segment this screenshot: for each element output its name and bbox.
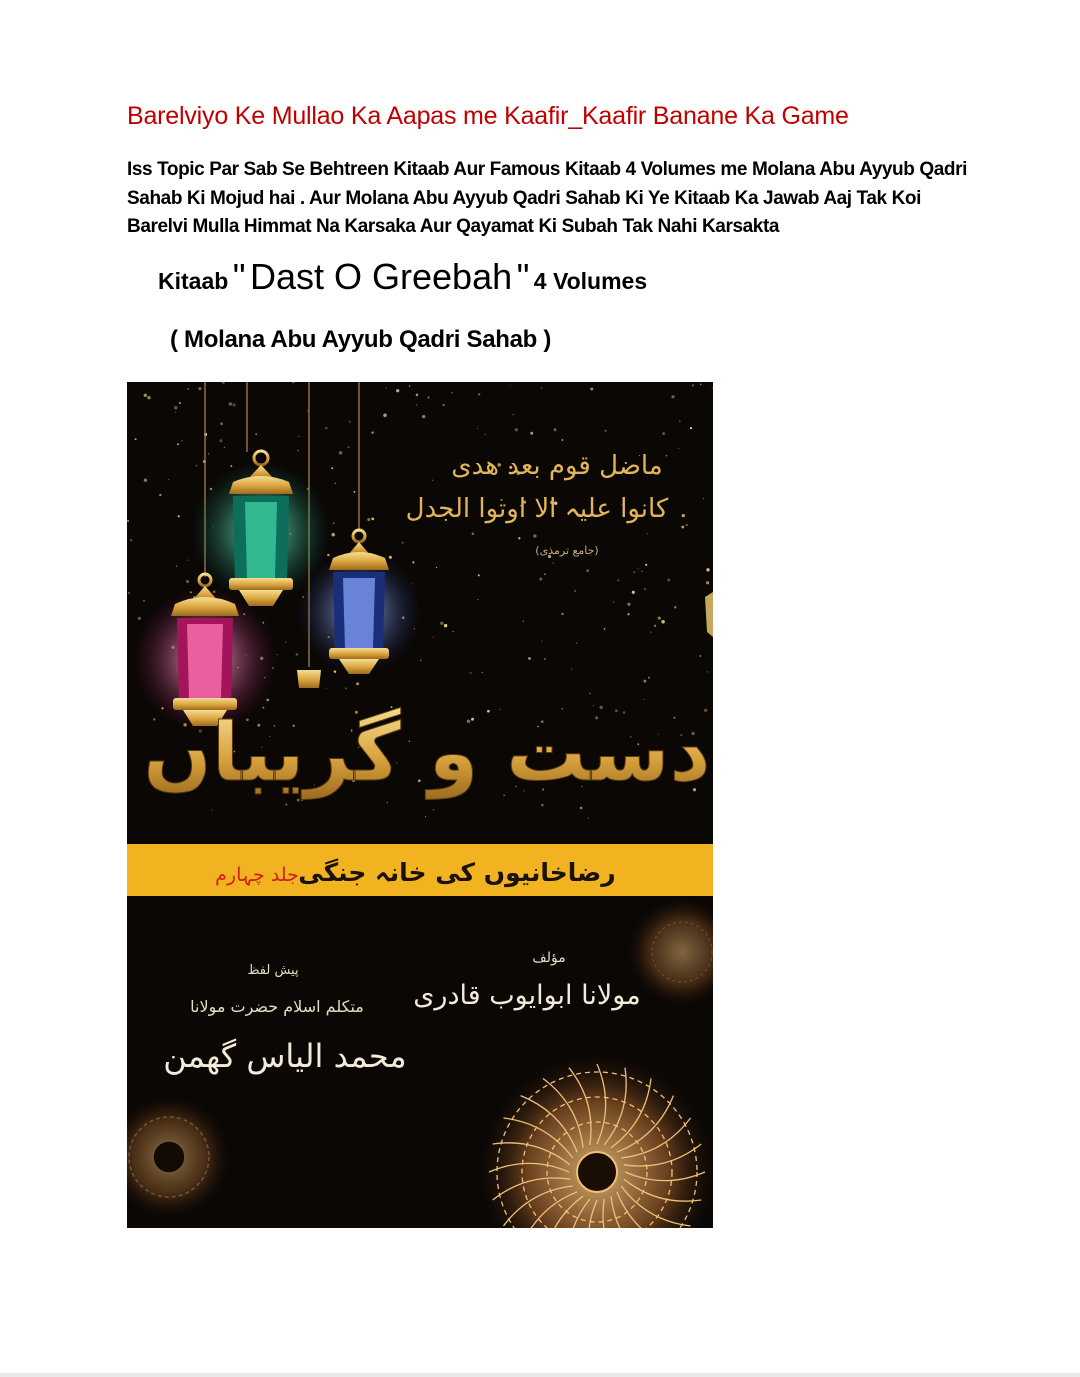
book-title: Dast O Greebah <box>249 256 513 297</box>
article-heading: Barelviyo Ke Mullao Ka Aapas me Kaafir_Kaafir Banane Ka Game <box>127 102 849 130</box>
cover-author-name: مولانا ابوایوب قادری <box>413 980 641 1011</box>
page-bottom-edge <box>0 1373 1080 1377</box>
cover-verse-line-2: کانوا علیہ الا اوتوا الجدل <box>405 494 669 524</box>
open-quote: " <box>232 256 246 297</box>
book-prefix: Kitaab <box>158 268 229 294</box>
cover-title: دست و گریباں <box>143 706 711 799</box>
cover-author-label: مؤلف <box>532 950 566 966</box>
lantern-small-icon <box>297 670 321 688</box>
cover-verse-source: (جامع ترمذی) <box>535 544 599 557</box>
cover-volume: جلد چہارم <box>215 864 299 886</box>
book-author: ( Molana Abu Ayyub Qadri Sahab ) <box>170 326 552 353</box>
cover-preface-title: متکلم اسلام حضرت مولانا <box>190 997 364 1016</box>
cover-verse-line-1: ماضل قوم بعد ھدی <box>451 451 663 481</box>
cover-artwork <box>127 382 713 1228</box>
book-cover-image <box>127 382 713 1228</box>
cover-preface-name: محمد الیاس گھمن <box>163 1037 407 1075</box>
close-quote: " <box>516 256 530 297</box>
cover-preface-label: پیش لفظ <box>247 963 299 978</box>
intro-paragraph: Iss Topic Par Sab Se Behtreen Kitaab Aur Famous Kitaab 4 Volumes me Molana Abu Ayyub Qadri Sahab Ki Mojud hai . Aur Molana Abu Ayyub Qadri Sahab Ki Ye Kitaab Ka Jawab Aaj Tak Koi Barelvi Mulla Himmat Na Karsaka Aur Qayamat Ki Subah Tak Nahi Karsakta <box>127 159 967 237</box>
book-volumes: 4 Volumes <box>533 268 648 294</box>
book-title-line <box>158 256 647 298</box>
cover-subtitle: رضاخانیوں کی خانہ جنگی <box>298 858 616 887</box>
